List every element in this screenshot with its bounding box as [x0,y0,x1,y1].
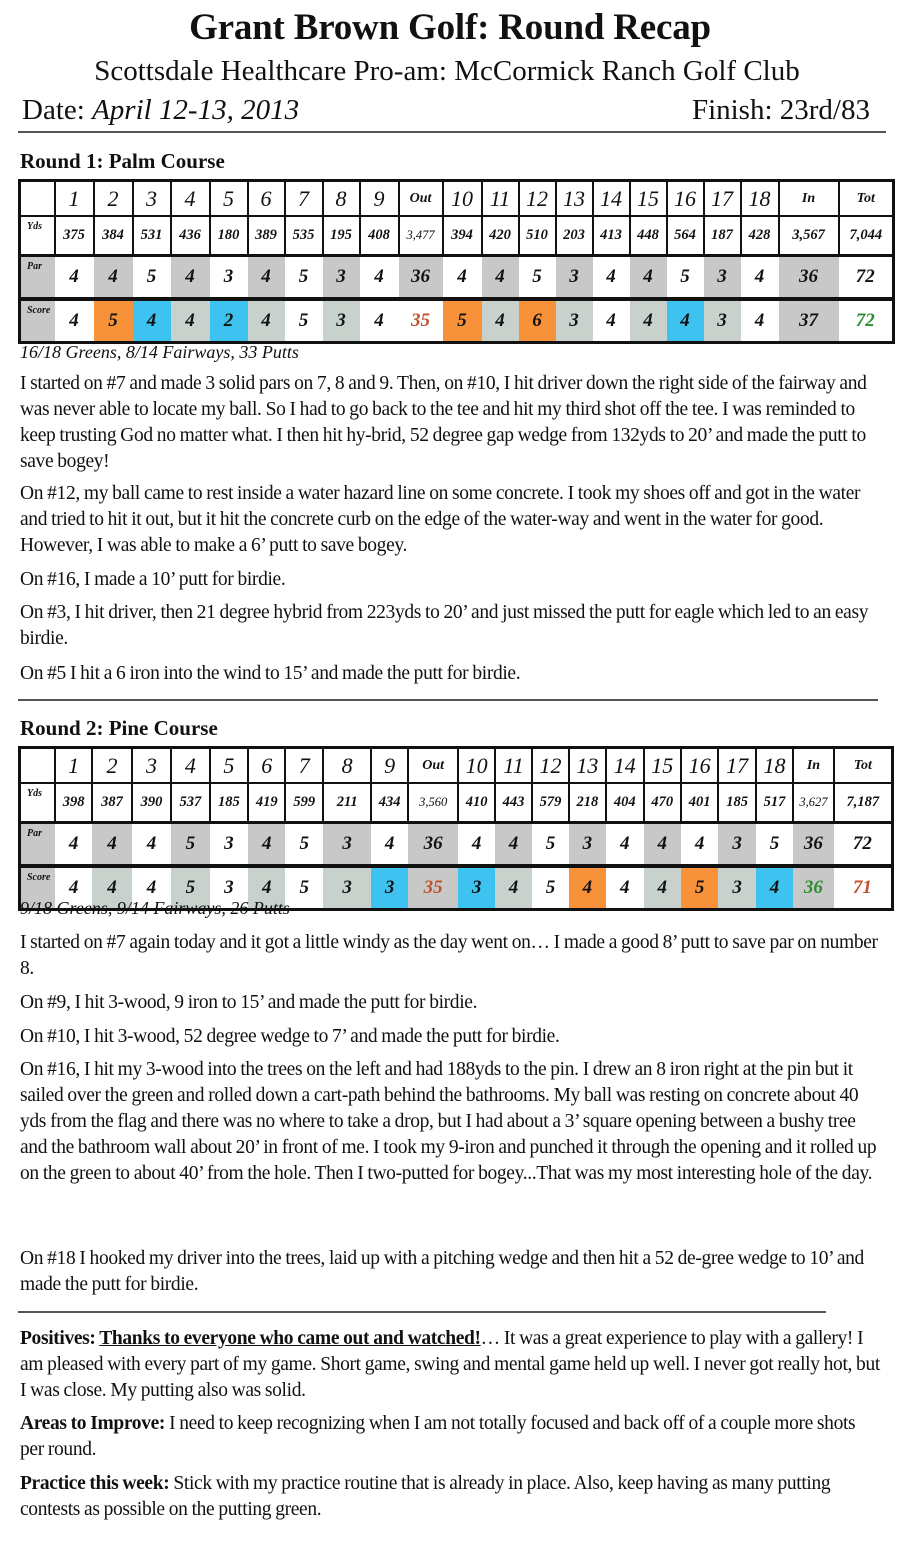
par-cell: 4 [360,256,399,300]
positives-section [20,1326,880,1404]
score-cell: 4 [620,877,630,898]
par-cell: 4 [248,256,285,300]
par-cell: 5 [285,256,323,300]
yards-cell: 408 [360,216,399,256]
hole-header-cell: 11 [482,181,519,217]
round-2-paragraph: I started on #7 again today and it got a little windy as the day went on… I made a good 8’ putt to save par on number 8. [20,932,878,979]
hole-header-cell: 16 [681,748,718,784]
par-cell: 5 [133,256,171,300]
date-label: Date: [22,94,93,126]
round-1-paragraph: I started on #7 and made 3 solid pars on 7, 8 and 9. Then, on #10, I hit driver down the right side of the fairway and was never able to locate my ball. So I had to go back to the tee and hit my third shot off the tee. I was reminded to keep trusting God no matter what. I then hit hy-brid, 52 degree gap wedge from 132yds to 20’ and made the putt to save bogey! [20,373,867,472]
score-cell: 4 [606,310,616,331]
par-cell: 4 [644,823,681,867]
par-cell: 3 [323,823,372,867]
yards-label: Yds [20,216,55,256]
yards-cell: 3,477 [399,216,443,256]
par-cell: 4 [606,823,643,867]
hole-header-cell: 10 [443,181,482,217]
score-cell: 36 [793,866,833,910]
yards-cell: 531 [133,216,171,256]
par-cell: 4 [92,823,131,867]
hole-header-cell: 7 [285,181,323,217]
hole-header-cell: Tot [839,181,894,217]
yards-cell: 434 [371,783,407,823]
yards-cell: 3,560 [408,783,459,823]
par-cell: 3 [569,823,606,867]
yards-cell: 180 [210,216,248,256]
par-cell: 72 [839,256,894,300]
round-1-title: Round 1: Palm Course [20,149,225,173]
par-cell: 36 [399,256,443,300]
score-cell: 3 [371,866,407,910]
round-1-scorecard [18,179,895,344]
score-cell: 4 [146,877,157,898]
yards-cell: 428 [741,216,779,256]
score-row [20,299,894,343]
yards-cell: 203 [556,216,593,256]
par-cell: 4 [482,256,519,300]
yards-cell: 398 [55,783,92,823]
finish-position: Finish: 23rd/83 [691,94,870,126]
yards-cell: 510 [519,216,556,256]
yards-cell: 394 [443,216,482,256]
score-cell: 4 [248,299,285,343]
score-cell: 72 [855,310,875,331]
score-cell: 4 [92,866,131,910]
yards-row [20,783,893,823]
yards-label: Yds [20,783,55,823]
par-cell: 3 [718,823,755,867]
par-cell: 36 [408,823,459,867]
hole-header-cell: Out [408,748,459,784]
corner-cell [20,748,55,784]
yards-cell: 3,627 [793,783,833,823]
score-cell: 4 [644,866,681,910]
hole-header-cell: 4 [171,181,210,217]
improve-text: I need to keep recognizing when I am not totally focused and back off of a couple more shots per round. [20,1413,856,1460]
hole-header-cell: 18 [741,181,779,217]
score-cell: 4 [756,866,793,910]
hole-header-cell: Tot [834,748,893,784]
par-cell: 4 [458,823,494,867]
yards-cell: 7,044 [839,216,894,256]
hole-header-cell: 2 [94,181,133,217]
summary-divider [18,1311,826,1313]
hole-header-cell: In [793,748,833,784]
par-cell: 4 [94,256,133,300]
hole-header-cell: 15 [644,748,681,784]
yards-cell: 187 [704,216,741,256]
round-2-stats: 9/18 Greens, 9/14 Fairways, 26 Putts [20,898,290,918]
score-cell: 4 [569,866,606,910]
yards-cell: 390 [132,783,171,823]
par-cell: 3 [704,256,741,300]
score-label: Score [20,866,55,910]
hole-header-cell: 13 [556,181,593,217]
yards-cell: 410 [458,783,494,823]
par-cell: 4 [593,256,630,300]
par-cell: 4 [495,823,532,867]
hole-header-cell: 14 [593,181,630,217]
hole-header-cell: 6 [248,748,285,784]
hole-header-cell: 7 [285,748,322,784]
hole-number-row [20,748,893,784]
yards-cell: 375 [55,216,94,256]
score-cell: 3 [224,877,234,898]
round-2-paragraph: On #18 I hooked my driver into the trees, laid up with a pitching wedge and then hit a 52 de-gree wedge to 10’ and made the putt for birdie. [20,1248,864,1295]
yards-cell: 387 [92,783,131,823]
score-cell: 4 [69,310,79,331]
score-cell: 5 [298,310,309,331]
yards-cell: 211 [323,783,372,823]
score-cell: 2 [210,299,248,343]
hole-header-cell: 3 [133,181,171,217]
round-1-paragraph: On #5 I hit a 6 iron into the wind to 15’ and made the putt for birdie. [20,663,521,684]
par-cell: 4 [681,823,718,867]
yards-cell: 389 [248,216,285,256]
score-cell: 5 [171,866,209,910]
score-cell: 3 [556,299,593,343]
par-cell: 5 [756,823,793,867]
score-label: Score [20,299,55,343]
hole-header-cell: 16 [667,181,704,217]
date-value: April 12-13, 2013 [92,94,300,126]
par-cell: 4 [55,823,92,867]
score-cell: 3 [704,299,741,343]
yards-cell: 564 [667,216,704,256]
round-2-paragraph: On #16, I hit my 3-wood into the trees on the left and had 188yds to the pin. I drew an 8 iron right at the pin but it sailed over the green and rolled down a cart-path behind the bathrooms. My ball was resting on concrete about 40 yds from the flag and there was no where to take a drop, but I had about a 3’ square opening between a bushy tree and the bathroom wall about 20’ in front of me. I took my 9-iron and punched it through the opening and it rolled up on the green to about 40’ from the hole. Then I two-putted for bogey...That was my most interesting hole of the day. [20,1059,877,1184]
event-date [22,92,299,128]
hole-header-cell: 17 [704,181,741,217]
yards-cell: 7,187 [834,783,893,823]
yards-cell: 579 [532,783,568,823]
corner-cell [20,181,55,217]
hole-header-cell: 12 [519,181,556,217]
par-cell: 3 [556,256,593,300]
yards-row [20,216,894,256]
positives-label: Positives: [20,1328,100,1349]
hole-header-cell: 14 [606,748,643,784]
yards-cell: 404 [606,783,643,823]
yards-cell: 218 [569,783,606,823]
hole-header-cell: 9 [371,748,407,784]
par-cell: 4 [248,823,285,867]
yards-cell: 448 [630,216,667,256]
hole-header-cell: 11 [495,748,532,784]
par-cell: 5 [285,823,322,867]
positives-text: … It was a great experience to play with a gallery! I am pleased with every part of my game. Short game, swing and mental game held up well. I never got really hot, but I was close. My putting also was solid. [20,1328,880,1401]
par-cell: 5 [171,823,209,867]
hole-header-cell: 8 [323,748,372,784]
round-1-paragraph: On #16, I made a 10’ putt for birdie. [20,569,286,590]
par-cell: 36 [793,823,833,867]
hole-header-cell: 2 [92,748,131,784]
hole-header-cell: 3 [132,748,171,784]
round-2-scorecard [18,746,894,911]
par-label: Par [20,256,55,300]
score-cell: 4 [374,310,384,331]
score-cell: 4 [133,299,171,343]
round-divider [18,699,878,701]
par-cell: 5 [519,256,556,300]
score-cell: 4 [248,866,285,910]
score-cell: 5 [545,877,556,898]
yards-cell: 3,567 [779,216,839,256]
round-2-title: Round 2: Pine Course [20,716,218,740]
hole-header-cell: Out [399,181,443,217]
yards-cell: 195 [323,216,360,256]
hole-header-cell: In [779,181,839,217]
yards-cell: 384 [94,216,133,256]
yards-cell: 537 [171,783,209,823]
par-cell: 3 [210,256,248,300]
score-cell: 4 [68,877,79,898]
par-cell: 4 [171,256,210,300]
par-cell: 5 [532,823,568,867]
yards-cell: 535 [285,216,323,256]
par-cell: 4 [132,823,171,867]
score-cell: 4 [482,299,519,343]
yards-cell: 436 [171,216,210,256]
hole-header-cell: 4 [171,748,209,784]
par-cell: 4 [443,256,482,300]
yards-cell: 185 [718,783,755,823]
yards-cell: 419 [248,783,285,823]
par-row [20,256,894,300]
hole-header-cell: 13 [569,748,606,784]
round-2-paragraph: On #9, I hit 3-wood, 9 iron to 15’ and made the putt for birdie. [20,992,478,1013]
yards-cell: 517 [756,783,793,823]
par-cell: 4 [630,256,667,300]
positives-highlight: Thanks to everyone who came out and watched! [99,1328,481,1349]
practice-section [20,1471,880,1523]
practice-label: Practice this week: [20,1473,174,1494]
hole-number-row [20,181,894,217]
hole-header-cell: 10 [458,748,494,784]
score-cell: 5 [443,299,482,343]
improve-label: Areas to Improve: [20,1413,170,1434]
yards-cell: 470 [644,783,681,823]
round-1-paragraph: On #3, I hit driver, then 21 degree hybrid from 223yds to 20’ and just missed the putt for eagle which led to an easy birdie. [20,602,869,649]
hole-header-cell: 5 [210,748,248,784]
score-cell: 71 [852,877,872,898]
yards-cell: 413 [593,216,630,256]
round-1-stats: 16/18 Greens, 8/14 Fairways, 33 Putts [20,342,299,362]
par-cell: 3 [323,256,360,300]
hole-header-cell: 18 [756,748,793,784]
par-cell: 3 [210,823,248,867]
score-cell: 6 [519,299,556,343]
score-cell: 4 [171,299,210,343]
par-cell: 4 [371,823,407,867]
score-cell: 4 [495,866,532,910]
par-label: Par [20,823,55,867]
hole-header-cell: 5 [210,181,248,217]
practice-text: Stick with my practice routine that is already in place. Also, keep having as many putting contests as possible on the putting green. [20,1473,831,1520]
hole-header-cell: 17 [718,748,755,784]
score-cell: 4 [630,299,667,343]
score-cell: 3 [458,866,494,910]
hole-header-cell: 9 [360,181,399,217]
par-cell: 72 [834,823,893,867]
yards-cell: 443 [495,783,532,823]
header-divider [18,131,886,133]
score-cell: 35 [408,866,459,910]
yards-cell: 401 [681,783,718,823]
par-cell: 4 [55,256,94,300]
score-cell: 5 [299,877,309,898]
improve-section [20,1411,880,1463]
hole-header-cell: 1 [55,181,94,217]
hole-header-cell: 8 [323,181,360,217]
par-row [20,823,893,867]
yards-cell: 420 [482,216,519,256]
score-cell: 4 [754,310,765,331]
score-cell: 3 [323,866,372,910]
score-cell: 4 [667,299,704,343]
page-title: Grant Brown Golf: Round Recap [189,7,711,48]
hole-header-cell: 1 [55,748,92,784]
par-cell: 5 [667,256,704,300]
score-cell: 35 [411,310,430,331]
score-cell: 37 [779,299,839,343]
round-2-paragraph: On #10, I hit 3-wood, 52 degree wedge to 7’ and made the putt for birdie. [20,1026,560,1047]
score-cell: 3 [718,866,755,910]
score-cell: 3 [323,299,360,343]
round-1-paragraph: On #12, my ball came to rest inside a water hazard line on some concrete. I took my shoes off and got in the water and tried to hit it out, but it hit the concrete curb on the edge of the water-way and went in the water for good. However, I was able to make a 6’ putt to save bogey. [20,483,861,556]
par-cell: 4 [741,256,779,300]
par-cell: 36 [779,256,839,300]
hole-header-cell: 15 [630,181,667,217]
hole-header-cell: 6 [248,181,285,217]
score-cell: 5 [94,299,133,343]
yards-cell: 599 [285,783,322,823]
yards-cell: 185 [210,783,248,823]
hole-header-cell: 12 [532,748,568,784]
event-name: Scottsdale Healthcare Pro-am: McCormick Ranch Golf Club [94,55,800,87]
score-cell: 5 [681,866,718,910]
